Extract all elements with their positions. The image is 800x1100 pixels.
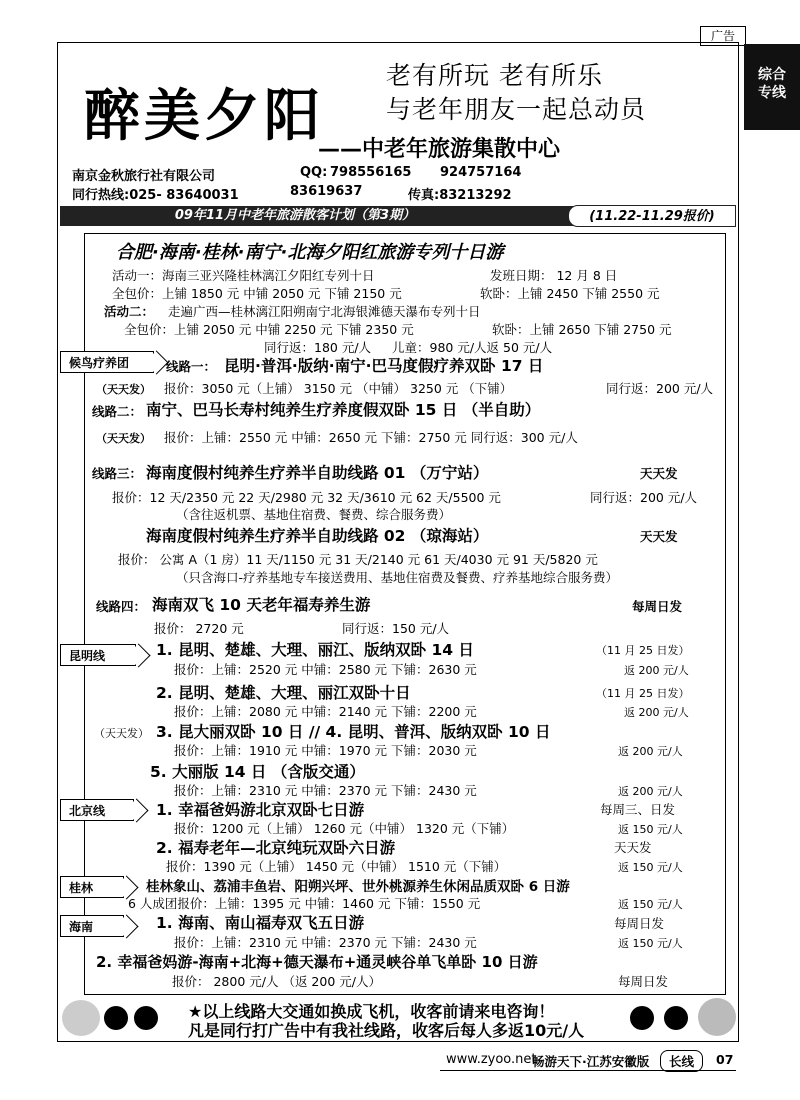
magazine-name: 畅游天下·江苏安徽版 bbox=[532, 1054, 650, 1069]
route-2-price: 报价：上铺：2550 元 中铺：2650 元 下铺：2750 元 同行返：300 元/人 bbox=[164, 430, 578, 445]
route-1-daily: （天天发） bbox=[96, 383, 151, 396]
qq-label: QQ: bbox=[300, 165, 328, 180]
beijing-line-2-rebate: 返 150 元/人 bbox=[618, 861, 683, 874]
route-3-title: 海南度假村纯养生疗养半自助线路 01 （万宁站） bbox=[146, 464, 489, 482]
footer-rule bbox=[440, 1070, 736, 1071]
route-2-daily: （天天发） bbox=[96, 432, 151, 445]
route-1-price: 报价：3050 元（上铺） 3150 元 （中铺） 3250 元 （下铺） bbox=[164, 381, 513, 396]
subtitle: ——中老年旅游集散中心 bbox=[318, 137, 561, 162]
section-tag-hainan: 海南 bbox=[60, 915, 124, 937]
landscape-photo bbox=[698, 998, 736, 1036]
kunming-line-2: 2. 昆明、楚雄、大理、丽江双卧十日 bbox=[156, 684, 411, 702]
kunming-line-3-daily: （天天发） bbox=[94, 727, 149, 740]
hotline-2: 83619637 bbox=[290, 184, 363, 199]
route-3b-price: 报价： 公寓 A（1 房）11 天/1150 元 31 天/2140 元 61 天/4030 元 91 天/5820 元 bbox=[118, 552, 598, 567]
kunming-line-2-date: （11 月 25 日发） bbox=[596, 687, 690, 700]
beijing-line-2-price: 报价：1390 元（上铺） 1450 元（中铺） 1510 元（下铺） bbox=[166, 859, 507, 874]
qq-number-1: 798556165 bbox=[330, 165, 412, 180]
guilin-line-1-rebate: 返 150 元/人 bbox=[618, 898, 683, 911]
beijing-line-2: 2. 福寿老年—北京纯玩双卧六日游 bbox=[156, 839, 396, 857]
kunming-line-5: 5. 大丽版 14 日 （含版交通） bbox=[150, 763, 365, 781]
section-badge: 长线 bbox=[660, 1050, 703, 1072]
route-3-price: 报价：12 天/2350 元 22 天/2980 元 32 天/3610 元 62 天/5500 元 bbox=[112, 490, 501, 505]
route-2-label: 线路二： bbox=[92, 404, 143, 419]
feature-child-price: 儿童：980 元/人返 50 元/人 bbox=[392, 340, 553, 355]
route-4-label: 线路四： bbox=[96, 599, 147, 614]
route-4-title: 海南双飞 10 天老年福寿养生游 bbox=[152, 596, 371, 614]
side-tab-line-1: 综合 bbox=[758, 67, 786, 83]
pagoda-photo bbox=[62, 1000, 100, 1036]
activity-2-soft-sleeper: 软卧：上铺 2650 下铺 2750 元 bbox=[492, 322, 672, 337]
side-tab-general-lines[interactable] bbox=[744, 44, 800, 130]
company-name: 南京金秋旅行社有限公司 bbox=[72, 169, 216, 184]
beijing-line-1-date: 每周三、日发 bbox=[600, 802, 676, 817]
decorative-dot bbox=[104, 1006, 128, 1030]
feature-rebate: 同行返：180 元/人 bbox=[264, 340, 372, 355]
route-3b-title: 海南度假村纯养生疗养半自助线路 02 （琼海站） bbox=[146, 527, 489, 545]
section-tag-guilin: 桂林 bbox=[60, 876, 124, 898]
route-4-rebate: 同行返：150 元/人 bbox=[342, 621, 450, 636]
kunming-line-3-rebate: 返 200 元/人 bbox=[618, 745, 683, 758]
activity-1-date: 发班日期： 12 月 8 日 bbox=[490, 268, 618, 283]
beijing-line-1-price: 报价：1200 元（上铺） 1260 元（中铺） 1320 元（下铺） bbox=[174, 821, 515, 836]
beijing-line-1-rebate: 返 150 元/人 bbox=[618, 823, 683, 836]
route-3-rebate: 同行返：200 元/人 bbox=[590, 490, 698, 505]
activity-2-price: 全包价：上铺 2050 元 中铺 2250 元 下铺 2350 元 bbox=[124, 322, 414, 337]
slogan-line-2: 与老年朋友一起总动员 bbox=[386, 95, 647, 124]
hainan-line-1-date: 每周日发 bbox=[614, 916, 665, 931]
route-2-title: 南宁、巴马长寿村纯养生疗养度假双卧 15 日 （半自助） bbox=[146, 401, 541, 419]
route-4-daily: 每周日发 bbox=[632, 599, 683, 614]
guilin-line-1: 桂林象山、荔浦丰鱼岩、阳朔兴坪、世外桃源养生休闲品质双卧 6 日游 bbox=[146, 879, 570, 895]
beijing-line-2-date: 天天发 bbox=[614, 840, 652, 855]
section-tag-kunming: 昆明线 bbox=[60, 644, 136, 666]
kunming-line-1-rebate: 返 200 元/人 bbox=[624, 664, 689, 677]
kunming-line-1-date: （11 月 25 日发） bbox=[596, 644, 690, 657]
beijing-line-1: 1. 幸福爸妈游北京双卧七日游 bbox=[156, 801, 365, 819]
page-number: 07 bbox=[716, 1052, 734, 1067]
kunming-line-2-rebate: 返 200 元/人 bbox=[624, 706, 689, 719]
kunming-line-3-price: 报价：上铺：1910 元 中铺：1970 元 下铺：2030 元 bbox=[174, 743, 477, 758]
route-3b-note: （只含海口-疗养基地专车接送费用、基地住宿费及餐费、疗养基地综合服务费） bbox=[176, 570, 619, 585]
site-url[interactable]: www.zyoo.net bbox=[446, 1052, 537, 1067]
fax: 传真:83213292 bbox=[408, 188, 512, 203]
section-tag-houniao: 候鸟疗养团 bbox=[60, 351, 154, 373]
hainan-line-2: 2. 幸福爸妈游-海南+北海+德天瀑布+通灵峡谷单飞单卧 10 日游 bbox=[96, 953, 538, 971]
decorative-dot bbox=[664, 1006, 688, 1030]
activity-2-label: 活动二： bbox=[104, 304, 155, 319]
activity-1-price: 全包价：上铺 1850 元 中铺 2050 元 下铺 2150 元 bbox=[112, 286, 402, 301]
kunming-line-2-price: 报价：上铺：2080 元 中铺：2140 元 下铺：2200 元 bbox=[174, 704, 477, 719]
route-1-rebate: 同行返：200 元/人 bbox=[606, 381, 714, 396]
kunming-line-1-price: 报价：上铺：2520 元 中铺：2580 元 下铺：2630 元 bbox=[174, 662, 477, 677]
route-3b-daily: 天天发 bbox=[640, 529, 678, 544]
hainan-line-2-date: 每周日发 bbox=[618, 974, 669, 989]
kunming-line-1: 1. 昆明、楚雄、大理、丽江、版纳双卧 14 日 bbox=[156, 641, 474, 659]
slogan-line-1: 老有所玩 老有所乐 bbox=[386, 61, 603, 90]
kunming-line-5-rebate: 返 200 元/人 bbox=[618, 785, 683, 798]
qq-number-2: 924757164 bbox=[440, 165, 522, 180]
activity-1-soft-sleeper: 软卧：上铺 2450 下铺 2550 元 bbox=[480, 286, 660, 301]
feature-title: 合肥·海南·桂林·南宁·北海夕阳红旅游专列十日游 bbox=[116, 242, 504, 263]
hainan-line-1-price: 报价：上铺：2310 元 中铺：2370 元 下铺：2430 元 bbox=[174, 935, 477, 950]
decorative-dot bbox=[134, 1006, 158, 1030]
brand-title: 醉美夕阳 bbox=[84, 83, 324, 149]
side-tab-line-2: 专线 bbox=[758, 85, 786, 101]
kunming-line-3-4: 3. 昆大丽双卧 10 日 // 4. 昆明、普洱、版纳双卧 10 日 bbox=[156, 723, 551, 741]
route-1-label: 线路一： bbox=[166, 359, 217, 374]
section-tag-beijing: 北京线 bbox=[60, 799, 134, 821]
activity-1: 活动一：海南三亚兴隆桂林漓江夕阳红专列十日 bbox=[112, 268, 375, 283]
schedule-title: 09年11月中老年旅游散客计划（第3期） bbox=[174, 208, 416, 223]
ad-label: 广告 bbox=[700, 26, 746, 46]
activity-2: 走遍广西—桂林漓江阳朔南宁北海银滩德天瀑布专列十日 bbox=[168, 304, 481, 319]
hainan-line-1-rebate: 返 150 元/人 bbox=[618, 937, 683, 950]
kunming-line-5-price: 报价：上铺：2310 元 中铺：2370 元 下铺：2430 元 bbox=[174, 783, 477, 798]
footer-note-1: ★以上线路大交通如换成飞机，收客前请来电咨询！ bbox=[188, 1002, 555, 1021]
guilin-line-1-price: 6 人成团报价：上铺：1395 元 中铺：1460 元 下铺：1550 元 bbox=[128, 896, 481, 911]
route-3-daily: 天天发 bbox=[640, 466, 678, 481]
footer-note-2: 凡是同行打广告中有我社线路，收客后每人多返10元/人 bbox=[188, 1021, 585, 1040]
route-3-label: 线路三： bbox=[92, 466, 143, 481]
route-3-note: （含往返机票、基地住宿费、餐费、综合服务费） bbox=[176, 507, 452, 522]
price-period: (11.22-11.29报价) bbox=[568, 205, 736, 227]
hainan-line-1: 1. 海南、南山福寿双飞五日游 bbox=[156, 914, 365, 932]
hainan-line-2-price: 报价： 2800 元/人 （返 200 元/人） bbox=[172, 974, 381, 989]
hotline: 同行热线:025- 83640031 bbox=[72, 188, 239, 203]
route-1-title: 昆明·普洱·版纳·南宁·巴马度假疗养双卧 17 日 bbox=[224, 357, 544, 375]
route-4-price: 报价： 2720 元 bbox=[154, 621, 244, 636]
decorative-dot bbox=[630, 1006, 654, 1030]
